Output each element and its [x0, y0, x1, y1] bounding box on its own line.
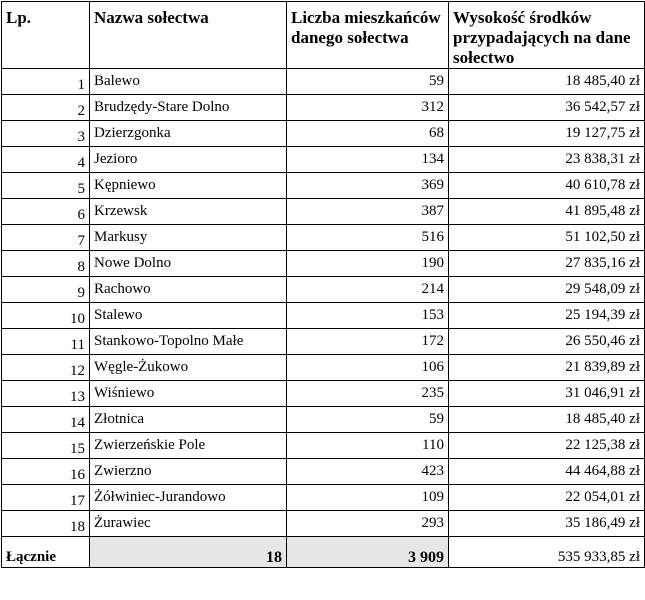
- row-name: Żurawiec: [90, 511, 287, 537]
- table-row: [2, 277, 645, 303]
- row-name: Nowe Dolno: [90, 251, 287, 277]
- row-lp: 11: [2, 329, 90, 355]
- header-funds: Wysokość środków przypadających na dane sołectwo: [449, 2, 645, 69]
- row-residents: 109: [287, 485, 449, 511]
- total-funds: 535 933,85 zł: [449, 537, 645, 568]
- row-lp: 10: [2, 303, 90, 329]
- table-row: [2, 511, 645, 537]
- table-row: [2, 381, 645, 407]
- table-row: [2, 147, 645, 173]
- row-name: Krzewsk: [90, 199, 287, 225]
- row-lp: 7: [2, 225, 90, 251]
- table-row: [2, 459, 645, 485]
- table-row: [2, 199, 645, 225]
- row-residents: 235: [287, 381, 449, 407]
- table-row: [2, 121, 645, 147]
- row-name: Zwierzeńskie Pole: [90, 433, 287, 459]
- row-residents: 172: [287, 329, 449, 355]
- row-funds: 27 835,16 zł: [449, 251, 645, 277]
- row-lp: 18: [2, 511, 90, 537]
- row-name: Stankowo-Topolno Małe: [90, 329, 287, 355]
- row-residents: 134: [287, 147, 449, 173]
- header-name: Nazwa sołectwa: [90, 2, 287, 69]
- row-residents: 293: [287, 511, 449, 537]
- row-name: Żółwiniec-Jurandowo: [90, 485, 287, 511]
- row-name: Zwierzno: [90, 459, 287, 485]
- header-row: [2, 2, 645, 69]
- row-name: Markusy: [90, 225, 287, 251]
- row-funds: 26 550,46 zł: [449, 329, 645, 355]
- funds-table: [1, 1, 645, 568]
- row-funds: 36 542,57 zł: [449, 95, 645, 121]
- row-residents: 423: [287, 459, 449, 485]
- table-row: [2, 69, 645, 95]
- row-funds: 19 127,75 zł: [449, 121, 645, 147]
- table-row: [2, 251, 645, 277]
- row-funds: 21 839,89 zł: [449, 355, 645, 381]
- row-residents: 68: [287, 121, 449, 147]
- row-funds: 18 485,40 zł: [449, 407, 645, 433]
- row-residents: 153: [287, 303, 449, 329]
- row-lp: 15: [2, 433, 90, 459]
- row-residents: 110: [287, 433, 449, 459]
- row-residents: 59: [287, 407, 449, 433]
- row-lp: 2: [2, 95, 90, 121]
- row-name: Dzierzgonka: [90, 121, 287, 147]
- total-row: [2, 537, 645, 568]
- table-row: [2, 329, 645, 355]
- row-name: Kępniewo: [90, 173, 287, 199]
- row-funds: 51 102,50 zł: [449, 225, 645, 251]
- row-residents: 59: [287, 69, 449, 95]
- total-count: 18: [90, 537, 287, 568]
- table-row: [2, 433, 645, 459]
- row-lp: 12: [2, 355, 90, 381]
- row-funds: 41 895,48 zł: [449, 199, 645, 225]
- row-name: Balewo: [90, 69, 287, 95]
- row-lp: 16: [2, 459, 90, 485]
- row-residents: 190: [287, 251, 449, 277]
- row-funds: 22 054,01 zł: [449, 485, 645, 511]
- row-name: Jezioro: [90, 147, 287, 173]
- row-residents: 387: [287, 199, 449, 225]
- row-name: Wiśniewo: [90, 381, 287, 407]
- row-lp: 1: [2, 69, 90, 95]
- row-residents: 369: [287, 173, 449, 199]
- row-name: Węgle-Żukowo: [90, 355, 287, 381]
- row-name: Brudzędy-Stare Dolno: [90, 95, 287, 121]
- row-funds: 44 464,88 zł: [449, 459, 645, 485]
- table-row: [2, 225, 645, 251]
- table-row: [2, 485, 645, 511]
- table-row: [2, 173, 645, 199]
- row-lp: 14: [2, 407, 90, 433]
- row-residents: 312: [287, 95, 449, 121]
- row-funds: 23 838,31 zł: [449, 147, 645, 173]
- row-name: Rachowo: [90, 277, 287, 303]
- row-funds: 31 046,91 zł: [449, 381, 645, 407]
- row-funds: 18 485,40 zł: [449, 69, 645, 95]
- row-funds: 40 610,78 zł: [449, 173, 645, 199]
- table-row: [2, 407, 645, 433]
- row-lp: 17: [2, 485, 90, 511]
- row-name: Złotnica: [90, 407, 287, 433]
- row-residents: 214: [287, 277, 449, 303]
- header-residents: Liczba mieszkańców danego sołectwa: [287, 2, 449, 69]
- row-residents: 106: [287, 355, 449, 381]
- row-lp: 3: [2, 121, 90, 147]
- row-lp: 5: [2, 173, 90, 199]
- row-funds: 22 125,38 zł: [449, 433, 645, 459]
- row-lp: 8: [2, 251, 90, 277]
- table-row: [2, 303, 645, 329]
- row-name: Stalewo: [90, 303, 287, 329]
- total-label: Łącznie: [2, 537, 90, 568]
- row-lp: 9: [2, 277, 90, 303]
- total-residents: 3 909: [287, 537, 449, 568]
- row-lp: 4: [2, 147, 90, 173]
- row-residents: 516: [287, 225, 449, 251]
- row-funds: 25 194,39 zł: [449, 303, 645, 329]
- header-lp: Lp.: [2, 2, 90, 69]
- table-row: [2, 355, 645, 381]
- row-funds: 35 186,49 zł: [449, 511, 645, 537]
- row-lp: 13: [2, 381, 90, 407]
- row-lp: 6: [2, 199, 90, 225]
- row-funds: 29 548,09 zł: [449, 277, 645, 303]
- table-row: [2, 95, 645, 121]
